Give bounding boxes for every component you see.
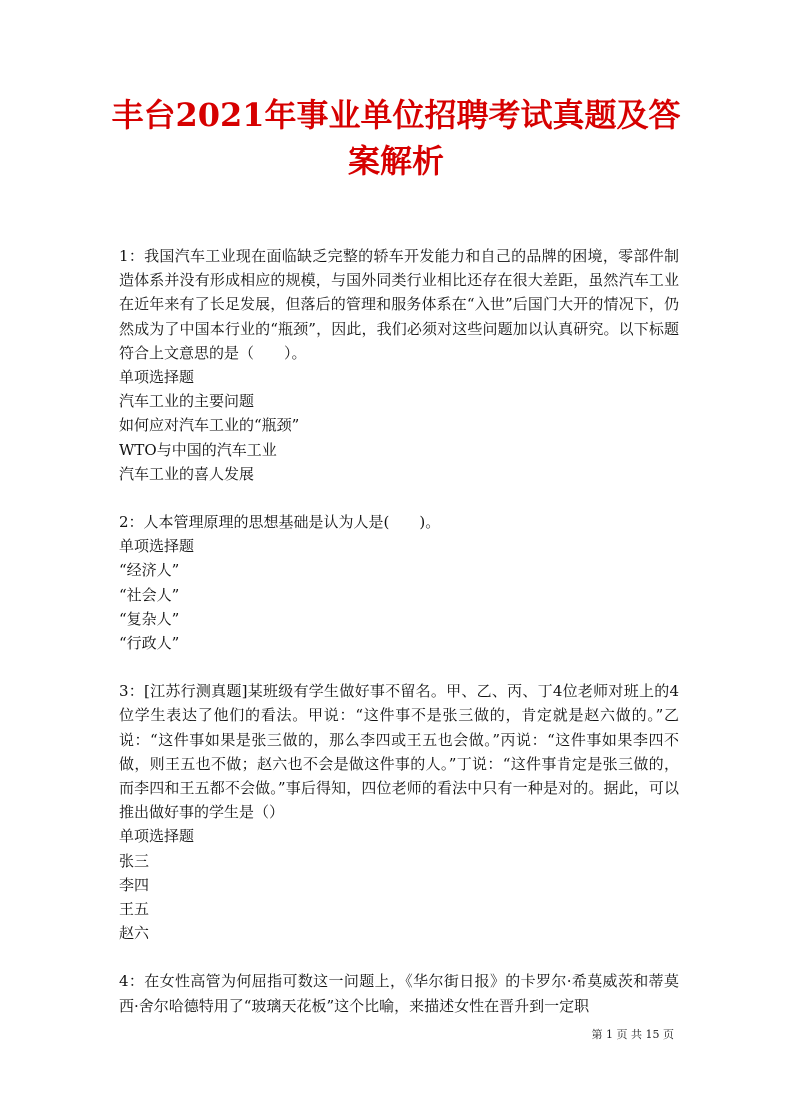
question-stem: 4：在女性高管为何屈指可数这一问题上，《华尔街日报》的卡罗尔·希莫威茨和蒂莫西·舍尔哈德特用了“玻璃天花板”这个比喻，来描述女性在晋升到一定职 <box>119 972 679 1015</box>
page-title: 丰台2021年事业单位招聘考试真题及答案解析 <box>111 96 681 180</box>
option-b: “社会人” <box>119 585 180 604</box>
option-a: 汽车工业的主要问题 <box>119 392 255 411</box>
document-body <box>119 244 679 1042</box>
option-c: WTO与中国的汽车工业 <box>119 440 277 459</box>
question-stem: 1：我国汽车工业现在面临缺乏完整的轿车开发能力和自己的品牌的困境，零部件制造体系并没有形成相应的规模，与国外同类行业相比还存在很大差距，虽然汽车工业在近年来有了长足发展，但落后的管理和服务体系在“入世”后国门大开的情况下，仍然成为了中国本行业的“瓶颈”，因此，我们必须对这些问题加以认真研究。以下标题符合上文意思的是（ ）。 <box>119 247 679 362</box>
option-d: “行政人” <box>119 634 180 653</box>
question-type: 单项选择题 <box>119 537 195 556</box>
option-b: 如何应对汽车工业的“瓶颈” <box>119 416 300 435</box>
question-stem: 2：人本管理原理的思想基础是认为人是( )。 <box>119 513 441 532</box>
option-c: 王五 <box>119 900 150 919</box>
question-3 <box>119 679 679 945</box>
page-number: 第 1 页 共 15 页 <box>591 1028 674 1041</box>
question-type: 单项选择题 <box>119 368 195 387</box>
question-1 <box>119 244 679 486</box>
option-a: 张三 <box>119 851 150 870</box>
option-b: 李四 <box>119 875 150 894</box>
question-4 <box>119 969 679 1017</box>
question-stem: 3：[江苏行测真题]某班级有学生做好事不留名。甲、乙、丙、丁4位老师对班上的4位学生表达了他们的看法。甲说：“这件事不是张三做的，肯定就是赵六做的。”乙说：“这件事如果是张三做的，那么李四或王五也会做。”丙说：“这件事如果李四不做，则王五也不做；赵六也不会是做这件事的人。”丁说：“这件事肯定是张三做的，而李四和王五都不会做。”事后得知，四位老师的看法中只有一种是对的。据此，可以推出做好事的学生是（） <box>119 682 679 822</box>
question-type: 单项选择题 <box>119 827 195 846</box>
question-2 <box>119 510 679 655</box>
option-a: “经济人” <box>119 561 180 580</box>
option-d: 赵六 <box>119 924 150 943</box>
option-c: “复杂人” <box>119 609 180 628</box>
option-d: 汽车工业的喜人发展 <box>119 464 255 483</box>
